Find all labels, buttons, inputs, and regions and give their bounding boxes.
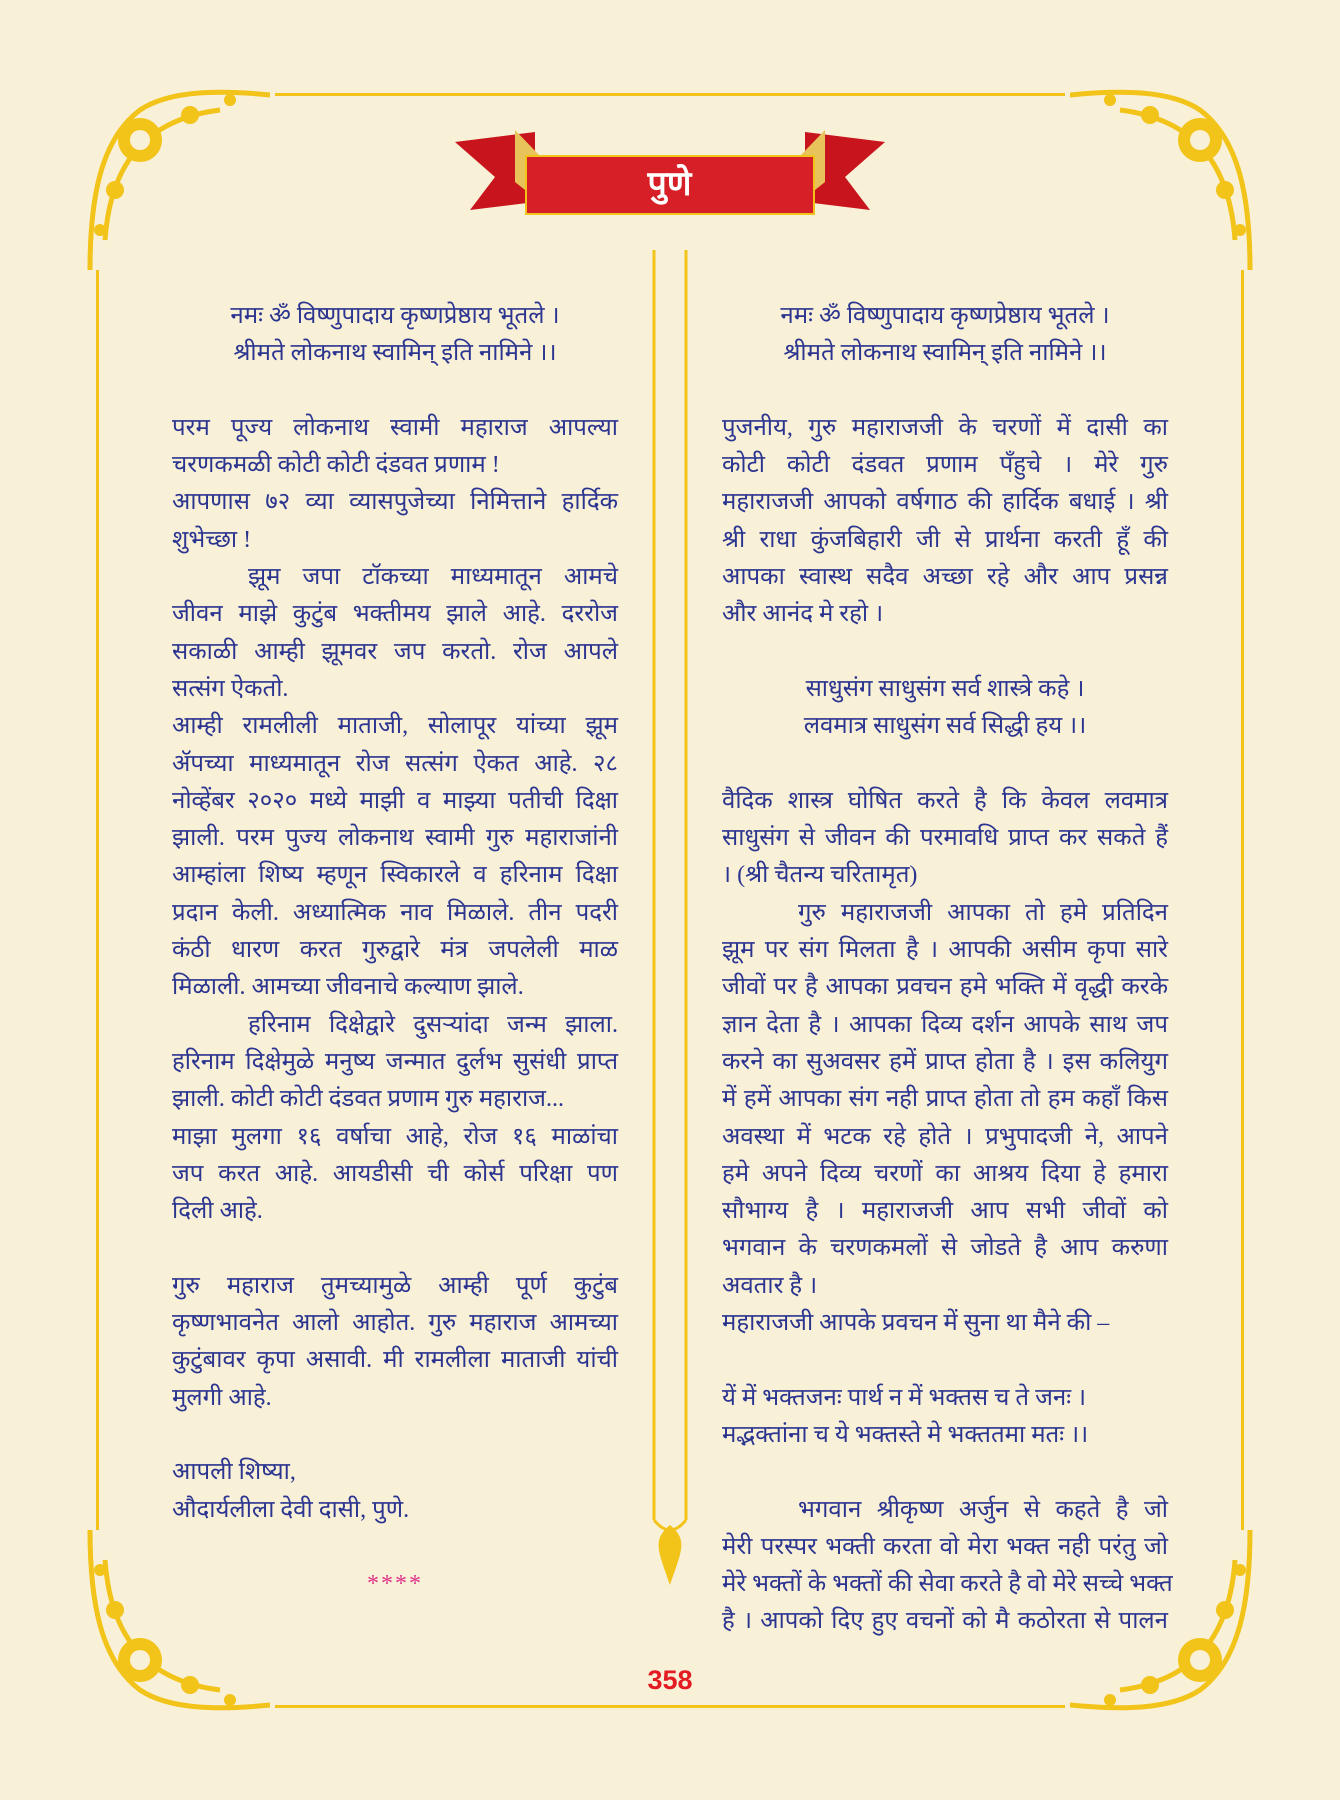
text-line: लवमात्र साधुसंग सर्व सिद्धी हय ।। [803, 713, 1087, 740]
text-line: अवस्था में भटक रहे होते । प्रभुपादजी ने, आपने [722, 1123, 1168, 1150]
text-line: आपका स्वास्थ सदैव अच्छा रहे और आप प्रसन्न [722, 564, 1168, 591]
frame-top-line [275, 93, 1065, 96]
blank-line [172, 373, 618, 410]
blank-line [722, 373, 1168, 410]
text-line: औदार्यलीला देवी दासी, पुणे. [172, 1496, 410, 1523]
paragraph [722, 1492, 1173, 1641]
text-line: मेरे भक्तों के भक्तों की सेवा करते है वो मेरे सच्चे भक्त [722, 1571, 1173, 1598]
text-line: परम पूज्य लोकनाथ स्वामी महाराज आपल्या [172, 414, 618, 441]
column-divider [640, 250, 700, 1590]
blank-line [722, 1342, 1168, 1379]
end-ornament-stars: **** [367, 1571, 423, 1598]
frame-bottom-line [275, 1705, 1065, 1708]
text-line: झाली. परम पुज्य लोकनाथ स्वामी गुरु महाराजांनी [172, 825, 618, 852]
text-line: अवतार है । [722, 1272, 818, 1299]
text-line: गुरु महाराजजी आपका तो हमे प्रतिदिन [798, 899, 1168, 926]
text-line: साधुसंग से जीवन की परमावधि प्राप्त कर सकते हैं [722, 825, 1168, 852]
text-line: भगवान के चरणकमलों से जोडते है आप करुणा [722, 1235, 1168, 1262]
page-title: पुणे [647, 166, 692, 203]
text-line: हरिनाम दिक्षेद्वारे दुसऱ्यांदा जन्म झाला. [248, 1011, 618, 1038]
verse [722, 671, 1168, 746]
text-line: ॲपच्या माध्यमातून रोज सत्संग ऐकत आहे. २८ [172, 750, 618, 777]
frame-right-line [1241, 270, 1244, 1530]
paragraph [172, 559, 618, 708]
text-line: सकाळी आम्ही झूमवर जप करतो. रोज आपले [172, 638, 618, 665]
text-line: मिळाली. आमच्या जीवनाचे कल्याण झाले. [172, 974, 524, 1001]
paragraph [172, 1454, 618, 1491]
text-line: आपणास ७२ व्या व्यासपुजेच्या निमित्ताने हार्दिक [172, 489, 618, 516]
text-line: महाराजजी आपको वर्षगाठ की हार्दिक बधाई । श्री [722, 489, 1168, 516]
paragraph [172, 484, 618, 559]
right-column [722, 298, 1173, 1641]
text-line: साधुसंग साधुसंग सर्व शास्त्रे कहे । [805, 675, 1085, 702]
text-line: प्रदान केली. अध्यात्मिक नाव मिळाले. तीन पदरी [172, 899, 618, 926]
verse [722, 298, 1168, 373]
text-line: कंठी धारण करत गुरुद्वारे मंत्र जपलेली माळ [172, 937, 618, 964]
paragraph [172, 410, 618, 485]
text-line: झूम जपा टॉकच्या माध्यमातून आमचे [248, 564, 618, 591]
text-line: झाली. कोटी कोटी दंडवत प्रणाम गुरु महाराज... [172, 1086, 564, 1113]
paragraph [172, 1119, 618, 1231]
text-line: हरिनाम दिक्षेमुळे मनुष्य जन्मात दुर्लभ सुसंधी प्राप्त [172, 1048, 618, 1075]
text-line: वैदिक शास्त्र घोषित करते है कि केवल लवमात्र [722, 787, 1168, 814]
verse [172, 298, 618, 373]
blank-line [172, 1417, 618, 1454]
text-line: मद्भक्तांना च ये भक्तस्ते मे भक्ततमा मतः ।। [722, 1421, 1089, 1448]
text-line: कुटुंबावर कृपा असावी. मी रामलीला माताजी यांची [172, 1347, 618, 1374]
blank-line [172, 1529, 618, 1566]
text-line: चरणकमळी कोटी कोटी दंडवत प्रणाम ! [172, 452, 500, 479]
paragraph [722, 410, 1168, 634]
frame-left-line [96, 270, 99, 1530]
text-line: कृष्णभावनेत आलो आहोत. गुरु महाराज आमच्या [172, 1310, 618, 1337]
corner-ornament-top-right [1070, 80, 1260, 270]
paragraph [722, 783, 1168, 895]
paragraph [722, 1305, 1168, 1342]
text-line: है । आपको दिए हुए वचनों को मै कठोरता से पालन [722, 1608, 1168, 1635]
blank-line [722, 1454, 1168, 1491]
text-line: मेरी परस्पर भक्ती करता वो मेरा भक्त नही परंतु जो [722, 1533, 1168, 1560]
text-line: जीवन माझे कुटुंब भक्तीमय झाले आहे. दररोज [172, 601, 618, 628]
text-line: दिली आहे. [172, 1198, 263, 1225]
paragraph [172, 708, 618, 1006]
text-line: पुजनीय, गुरु महाराजजी के चरणों में दासी का [722, 414, 1168, 441]
text-line: कोटी कोटी दंडवत प्रणाम पँहुचे । मेरे गुरु [722, 452, 1168, 479]
text-line: सौभाग्य है । महाराजजी आप सभी जीवों को [722, 1198, 1168, 1225]
page-number: 358 [647, 1665, 693, 1695]
verse [722, 1380, 1168, 1455]
text-line: सत्संग ऐकतो. [172, 675, 289, 702]
text-line: भगवान श्रीकृष्ण अर्जुन से कहते है जो [798, 1496, 1168, 1523]
blank-line [722, 634, 1168, 671]
text-line: महाराजजी आपके प्रवचन में सुना था मैने की – [722, 1310, 1110, 1337]
text-line: हमे अपने दिव्य चरणों का आश्रय दिया हे हमारा [722, 1160, 1168, 1187]
text-line: नोव्हेंबर २०२० मध्ये माझी व माझ्या पतीची दिक्षा [172, 787, 618, 814]
text-line: मुलगी आहे. [172, 1384, 272, 1411]
paragraph [722, 895, 1168, 1305]
paragraph [172, 1268, 618, 1417]
text-line: झूम पर संग मिलता है । आपकी असीम कृपा सारे [722, 937, 1168, 964]
text-line: माझा मुलगा १६ वर्षाचा आहे, रोज १६ माळांचा [172, 1123, 618, 1150]
text-line: करने का सुअवसर हमें प्राप्त होता है । इस कलियुग [722, 1048, 1168, 1075]
paragraph [172, 1492, 618, 1529]
blank-line [722, 746, 1168, 783]
paragraph [172, 1007, 618, 1119]
text-line: श्रीमते लोकनाथ स्वामिन् इति नामिने ।। [233, 340, 557, 367]
text-line: नमः ॐ विष्णुपादाय कृष्णप्रेष्ठाय भूतले । [780, 303, 1110, 329]
text-line: श्री राधा कुंजबिहारी जी से प्रार्थना करती हूँ की [722, 526, 1168, 553]
text-line: शुभेच्छा ! [172, 526, 252, 553]
text-line: आम्ही रामलीली माताजी, सोलापूर यांच्या झूम [172, 713, 618, 740]
text-line: और आनंद मे रहो । [722, 601, 884, 628]
text-line: । (श्री चैतन्य चरितामृत) [722, 862, 918, 889]
text-line: यें में भक्तजनः पार्थ न में भक्तस च ते जनः । [722, 1384, 1087, 1411]
text-line: जीवों पर है आपका प्रवचन हमे भक्ति में वृद्धी करके [722, 974, 1168, 1001]
text-line: श्रीमते लोकनाथ स्वामिन् इति नामिने ।। [783, 340, 1107, 367]
blank-line [172, 1230, 618, 1267]
text-line: जप करत आहे. आयडीसी ची कोर्स परिक्षा पण [172, 1160, 618, 1187]
left-column [172, 298, 618, 1603]
corner-ornament-top-left [80, 80, 270, 270]
text-line: आम्हांला शिष्य म्हणून स्विकारले व हरिनाम दिक्षा [172, 862, 618, 889]
text-line: में हमें आपका संग नही प्राप्त होता तो हम कहाँ किस [722, 1086, 1168, 1113]
text-line: ज्ञान देता है । आपका दिव्य दर्शन आपके साथ जप [722, 1011, 1168, 1038]
text-line: गुरु महाराज तुमच्यामुळे आम्ही पूर्ण कुटुंब [172, 1272, 618, 1299]
text-line: नमः ॐ विष्णुपादाय कृष्णप्रेष्ठाय भूतले । [230, 303, 560, 329]
text-line: आपली शिष्या, [172, 1459, 296, 1486]
